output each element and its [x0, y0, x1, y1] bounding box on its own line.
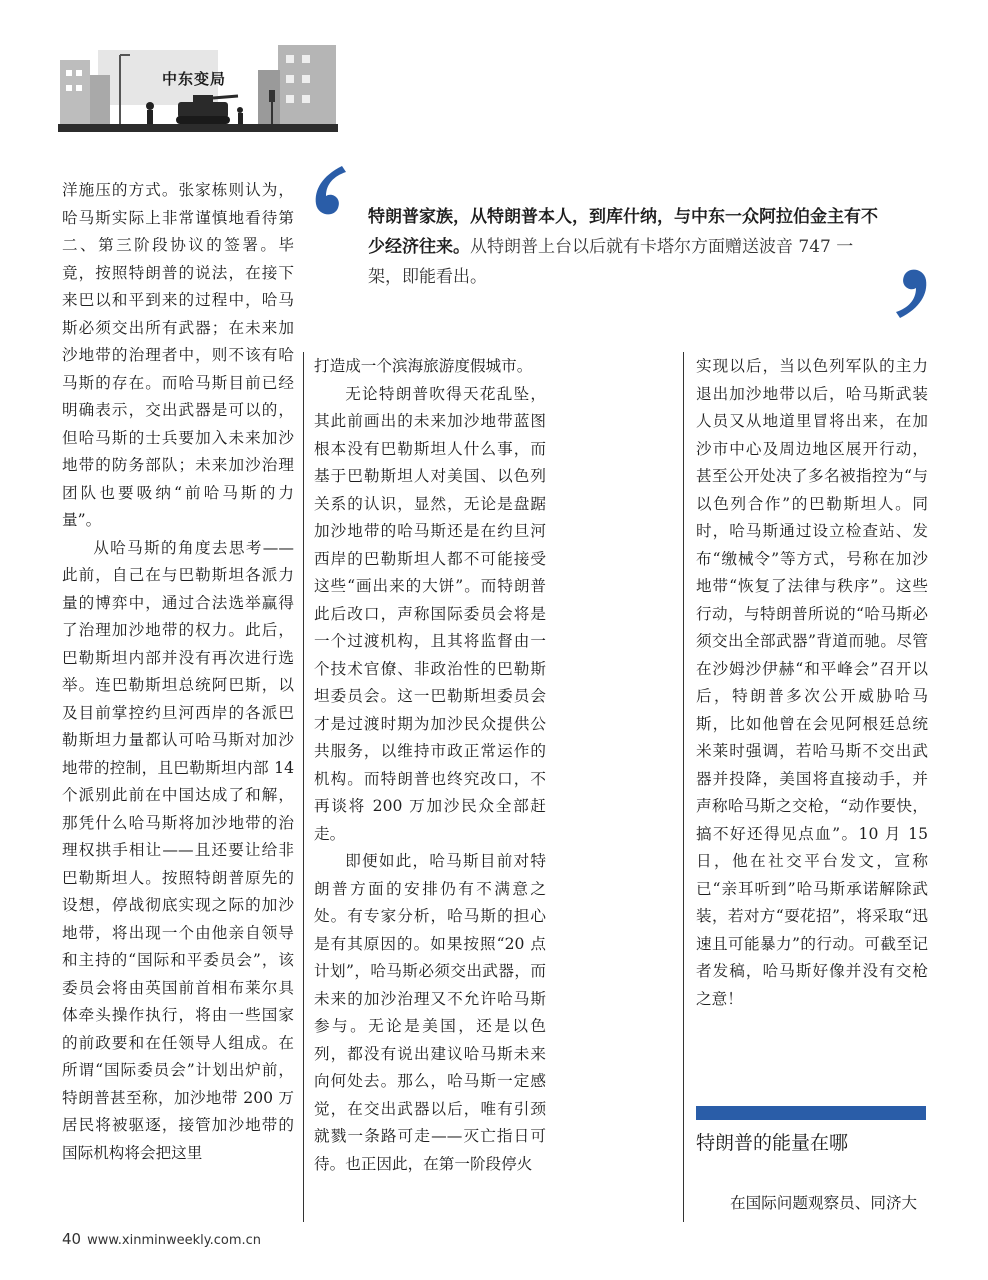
col1-paragraph-1: 洋施压的方式。张家栋则认为，哈马斯实际上非常谨慎地看待第二、第三阶段协议的签署。毕竟，按照特朗普的说法，在接下来巴以和平到来的过程中，哈马斯必须交出所有武器；在未来加沙地带的治理者中，则不该有哈马斯的存在。而哈马斯目前已经明确表示，交出武器是可以的，但哈马斯的士兵要加入未来加沙地带的防务部队；未来加沙治理团队也要吸纳“前哈马斯的力量”。 [62, 181, 294, 529]
column-divider-1 [303, 352, 304, 1222]
pull-quote-bold: 特朗普家族，从特朗普本人，到库什纳，与中东一众阿拉伯金主有不少经济往来。 [368, 207, 878, 257]
subhead-bar [696, 1106, 926, 1120]
col3-paragraph-2: 在国际问题观察员、同济大 [730, 1194, 918, 1212]
col2-paragraph-3: 即便如此，哈马斯目前对特朗普方面的安排仍有不满意之处。有专家分析，哈马斯的担心是有其原因的。如果按照“20 点计划”，哈马斯必须交出武器，而未来的加沙治理又不允许哈马斯参与。无论是美国，还是以色列，都没有说出建议哈马斯未来向何处去。那么，哈马斯一定感觉，在交出武器以后，唯有引颈就戮一条路可走——灭亡指日可待。也正因此，在第一阶段停火 [314, 852, 546, 1173]
article-column-3 [696, 353, 928, 1013]
subhead: 特朗普的能量在哪 [696, 1132, 849, 1154]
col2-paragraph-2: 无论特朗普吹得天花乱坠，其此前画出的未来加沙地带蓝图根本没有巴勒斯坦人什么事，而基于巴勒斯坦人对美国、以色列关系的认识，显然，无论是盘踞加沙地带的哈马斯还是在约旦河西岸的巴勒斯坦人都不可能接受这些“画出来的大饼”。而特朗普此后改口，声称国际委员会将是一个过渡机构，且其将监督由一个技术官僚、非政治性的巴勒斯坦委员会。这一巴勒斯坦委员会才是过渡时期为加沙民众提供公共服务，以维持市政正常运作的机构。而特朗普也终究改口，不再谈将 200 万加沙民众全部赶走。 [314, 384, 546, 843]
col2-paragraph-1: 打造成一个滨海旅游度假城市。 [314, 357, 533, 375]
close-quote-icon [888, 262, 930, 322]
page-footer [62, 1230, 261, 1248]
section-label: 中东变局 [162, 70, 227, 88]
article-column-1 [62, 177, 294, 1167]
column-divider-2 [683, 352, 684, 1222]
article-column-2 [314, 353, 546, 1178]
col3-paragraph-1: 实现以后，当以色列军队的主力退出加沙地带以后，哈马斯武装人员又从地道里冒将出来，在加沙市中心及周边地区展开行动，甚至公开处决了多名被指控为“与以色列合作”的巴勒斯坦人。同时，哈马斯通过设立检查站、发布“缴械令”等方式，号称在加沙地带“恢复了法律与秩序”。这些行动，与特朗普所说的“哈马斯必须交出全部武器”背道而驰。尽管在沙姆沙伊赫“和平峰会”召开以后，特朗普多次公开威胁哈马斯，比如他曾在会见阿根廷总统米莱时强调，若哈马斯不交出武器并投降，美国将直接动手，并声称哈马斯之交枪，“动作要快，搞不好还得见点血”。10 月 15 日，他在社交平台发文，宣称已“亲耳听到”哈马斯承诺解除武装，若对方“耍花招”，将采取“迅速且可能暴力”的行动。可截至记者发稿，哈马斯好像并没有交枪之意！ [696, 357, 928, 1008]
pull-quote [368, 202, 878, 292]
open-quote-icon [312, 162, 352, 222]
pull-quote-rest: 从特朗普上台以后就有卡塔尔方面赠送波音 747 一架，即能看出。 [368, 237, 854, 287]
page-number: 40 [62, 1230, 82, 1248]
website-url: www.xinminweekly.com.cn [87, 1233, 262, 1248]
col1-paragraph-2: 从哈马斯的角度去思考——此前，自己在与巴勒斯坦各派力量的博弈中，通过合法选举赢得了治理加沙地带的权力。此后，巴勒斯坦内部并没有再次进行选举。连巴勒斯坦总统阿巴斯，以及目前掌控约旦河西岸的各派巴勒斯坦力量都认可哈马斯对加沙地带的控制，且巴勒斯坦内部 14 个派别此前在中国达成了和解，那凭什么哈马斯将加沙地带的治理权拱手相让——且还要让给非巴勒斯坦人。按照特朗普原先的设想，停战彻底实现之际的加沙地带，将出现一个由他亲自领导和主持的“国际和平委员会”，该委员会将由英国前首相布莱尔具体牵头操作执行，将由一些国家的前政要和在任领导人组成。在所谓“国际委员会”计划出炉前，特朗普甚至称，加沙地带 200 万居民将被驱逐，接管加沙地带的国际机构将会把这里 [62, 538, 294, 1162]
